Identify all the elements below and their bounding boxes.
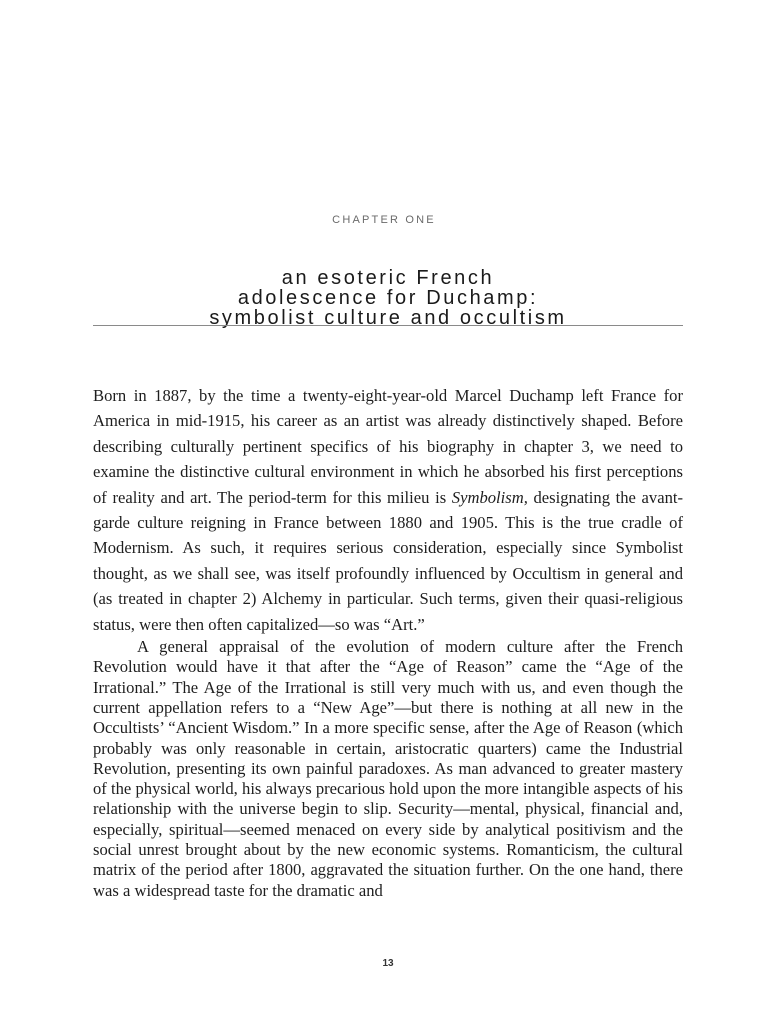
- chapter-title-line: adolescence for Duchamp:: [237, 287, 539, 309]
- title-divider: [93, 325, 683, 326]
- page-number: 13: [382, 958, 394, 969]
- paragraph-intro: [93, 383, 683, 637]
- chapter-title-line: an esoteric French: [281, 267, 495, 289]
- paragraph-2: A general appraisal of the evolution of modern culture after the French Revolution would have it that after the “Age of Reason” came the “Age of the Irrational.” The Age of the Irrational is still very much with us, and even though the current appellation refers to a “New Age”—but there is nothing at all new in the Occultists’ “Ancient Wisdom.” In a more specific sense, after the Age of Reason (which probably was only reasonable in certain, aristocratic quarters) came the Industrial Revolution, presenting its own painful paradoxes. As man advanced to greater mastery of the physical world, his always precarious hold upon the more intangible aspects of his relationship with the universe begin to slip. Security—mental, physical, financial and, especially, spiritual—seemed menaced on every side by analytical positivism and the social unrest brought about by the new economic systems. Romanticism, the cultural matrix of the period after 1800, aggravated the situation further. On the one hand, there was a widespread taste for the dramatic and: [93, 637, 683, 900]
- intro-emphasis: Symbolism,: [451, 487, 528, 507]
- intro-text-end: designating the avant-garde culture reigning in France between 1880 and 1905. This is the true cradle of Modernism. As such, it requires serious consideration, especially since Symbolist thought, as we shall see, was itself profoundly influenced by Occultism in general and (as treated in chapter 2) Alchemy in particular. Such terms, given their quasi-religious status, were then often capitalized—so was “Art.”: [93, 487, 684, 634]
- body-text: [93, 383, 683, 901]
- chapter-label: CHAPTER ONE: [332, 214, 436, 226]
- intro-text-start: Born in 1887, by the time a twenty-eight-year-old Marcel Duchamp left France for America in mid-1915, his career as an artist was already distinctively shaped. Before describing culturally pertinent specifics of his biography in chapter 3, we need to examine the distinctive cultural environment in which he absorbed his first perceptions of reality and art. The period-term for this milieu is: [93, 386, 683, 507]
- chapter-title-line: symbolist culture and occultism: [209, 307, 567, 329]
- chapter-title: [0, 268, 768, 328]
